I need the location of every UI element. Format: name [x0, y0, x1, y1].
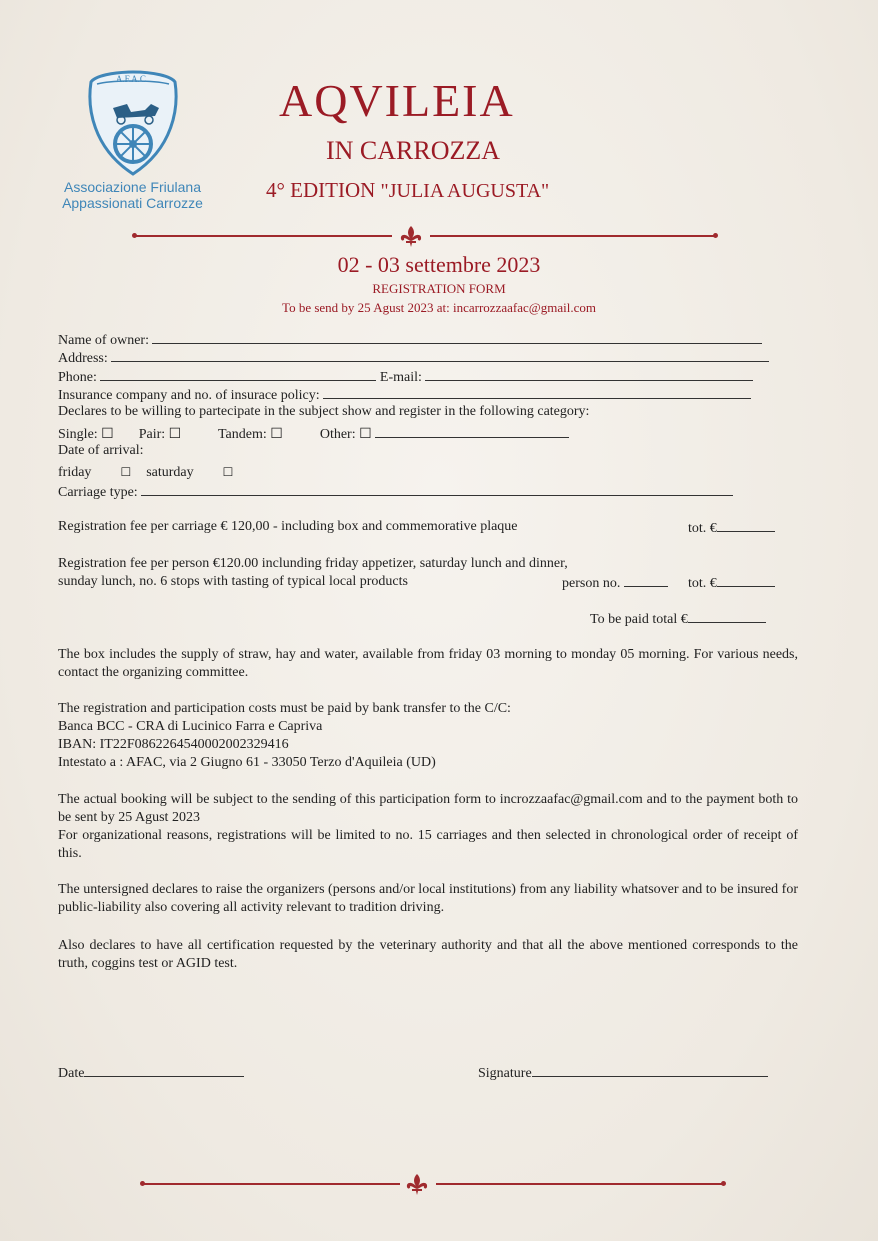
- iban: IBAN: IT22F0862264540002002329416: [58, 737, 289, 752]
- phone-row: [58, 367, 753, 387]
- event-subtitle: IN CARROZZA: [326, 136, 501, 165]
- certification-paragraph: Also declares to have all certification requested by the veterinary authority and that all the above mentioned corresponds to the truth, coggins test or AGID test.: [58, 938, 798, 971]
- other-category-field[interactable]: [375, 424, 569, 438]
- event-dates: 02 - 03 settembre 2023: [337, 252, 541, 277]
- category-pair[interactable]: Pair: ☐: [138, 427, 182, 442]
- friday-checkbox[interactable]: ☐: [120, 465, 132, 479]
- email-label: E-mail:: [379, 370, 422, 385]
- edition-name: "JULIA AUGUSTA": [380, 180, 550, 202]
- logo-name-line1: Associazione Friulana: [64, 179, 201, 195]
- carriage-total-row: [688, 518, 775, 538]
- saturday-label: saturday: [146, 465, 194, 480]
- signature-field[interactable]: [532, 1063, 768, 1077]
- category-tandem[interactable]: Tandem: ☐: [217, 427, 283, 442]
- insurance-label: Insurance company and no. of insurace policy:: [58, 388, 320, 403]
- category-row: [58, 424, 569, 444]
- form-title: REGISTRATION FORM: [372, 281, 506, 296]
- category-single[interactable]: Single: ☐: [58, 427, 114, 442]
- category-other[interactable]: Other: ☐: [319, 427, 372, 442]
- signature-row: [478, 1063, 768, 1083]
- email-field[interactable]: [425, 367, 753, 381]
- date-label: Date: [58, 1066, 85, 1081]
- event-title: AQVILEIA: [279, 75, 515, 126]
- account-holder: Intestato a : AFAC, via 2 Giugno 61 - 33050 Terzo d'Aquileia (UD): [58, 755, 436, 770]
- person-fee-text-2: sunday lunch, no. 6 stops with tasting of typical local products: [58, 574, 408, 589]
- address-row: [58, 348, 769, 368]
- insurance-field[interactable]: [323, 385, 751, 399]
- grand-total-row: [590, 609, 766, 629]
- liability-paragraph: The untersigned declares to raise the organizers (persons and/or local institutions) from any liability whatsover and to be insured for public-liability also covering all activity relevant to tradition driving.: [58, 882, 798, 915]
- arrival-label: Date of arrival:: [58, 443, 144, 458]
- person-count-label: person no.: [562, 576, 621, 591]
- person-fee-text-1: Registration fee per person €120.00 inclunding friday appetizer, saturday lunch and dinner,: [58, 556, 568, 571]
- person-count-row: [562, 573, 668, 593]
- owner-row: [58, 330, 762, 350]
- fleur-de-lis-icon: [396, 224, 426, 248]
- bank-name: Banca BCC - CRA di Lucinico Farra e Capriva: [58, 719, 323, 734]
- arrival-row: [58, 463, 233, 482]
- declare-text: Declares to be willing to partecipate in the subject show and register in the following category:: [58, 404, 590, 419]
- signature-label: Signature: [478, 1066, 532, 1081]
- friday-label: friday: [58, 465, 92, 480]
- person-total-field[interactable]: [717, 573, 775, 587]
- insurance-row: [58, 385, 751, 405]
- carriage-row: [58, 482, 733, 502]
- owner-field[interactable]: [152, 330, 762, 344]
- top-divider: [132, 224, 718, 248]
- logo-acronym: A.F.A.C.: [115, 74, 149, 84]
- bottom-divider: [140, 1172, 726, 1196]
- afac-logo: [50, 68, 215, 210]
- carriage-field[interactable]: [141, 482, 733, 496]
- date-field[interactable]: [84, 1063, 244, 1077]
- carriage-total-field[interactable]: [717, 518, 775, 532]
- phone-field[interactable]: [100, 367, 376, 381]
- date-row: [58, 1063, 244, 1083]
- owner-label: Name of owner:: [58, 333, 149, 348]
- box-info-paragraph: The box includes the supply of straw, hay and water, available from friday 03 morning to monday 05 morning. For various needs, contact the organizing committee.: [58, 647, 798, 680]
- fleur-de-lis-icon: [402, 1172, 432, 1196]
- carriage-label: Carriage type:: [58, 485, 138, 500]
- submission-deadline: To be send by 25 Agust 2023 at: incarrozzaafac@gmail.com: [282, 300, 596, 315]
- address-field[interactable]: [111, 348, 769, 362]
- carriage-fee-text: Registration fee per carriage € 120,00 - including box and commemorative plaque: [58, 519, 518, 534]
- person-total-label: tot. €: [688, 576, 717, 591]
- edition-number: 4° EDITION: [266, 178, 381, 202]
- limit-paragraph: For organizational reasons, registrations will be limited to no. 15 carriages and then selected in chronological order of receipt of this.: [58, 828, 798, 861]
- person-count-field[interactable]: [624, 573, 668, 587]
- grand-total-field[interactable]: [688, 609, 766, 623]
- address-label: Address:: [58, 351, 108, 366]
- saturday-checkbox[interactable]: ☐: [222, 465, 234, 479]
- carriage-total-label: tot. €: [688, 521, 717, 536]
- booking-paragraph: The actual booking will be subject to the sending of this participation form to incrozzaafac@gmail.com and to the payment both to be sent by 25 Agust 2023: [58, 792, 798, 825]
- phone-label: Phone:: [58, 370, 97, 385]
- bank-intro: The registration and participation costs must be paid by bank transfer to the C/C:: [58, 701, 511, 716]
- event-edition: [266, 178, 549, 203]
- grand-total-label: To be paid total €: [590, 612, 688, 627]
- logo-name-line2: Appassionati Carrozze: [62, 195, 203, 211]
- person-total-row: [688, 573, 775, 593]
